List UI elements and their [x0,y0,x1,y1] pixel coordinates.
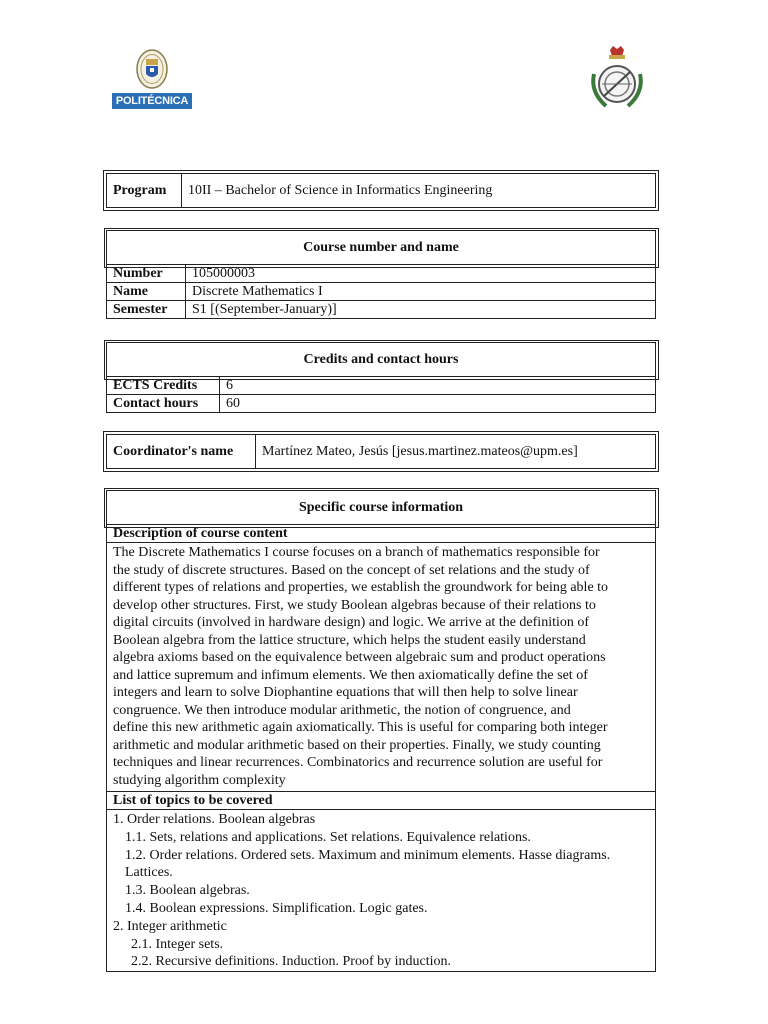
table-row [107,265,656,283]
description-line: define this new arithmetic again axiomatically. This is useful for comparing both integer [113,720,608,735]
coordinator-label: Coordinator's name [107,435,256,469]
description-line: the study of discrete structures. Based on the concept of set relations and the study of [113,562,590,578]
upm-logo [112,47,192,115]
course-number-value: 105000003 [186,265,656,283]
list-item: 1.1. Sets, relations and applications. Set relations. Equivalence relations. [125,829,531,845]
course-header: Course number and name [107,231,656,265]
description-line: congruence. We then introduce modular arithmetic, the notion of congruence, and [113,702,571,718]
description-label: Description of course content [107,525,656,543]
description-line: different types of relations and properties, we establish the groundwork for being able to [113,580,609,595]
program-table [106,173,656,208]
course-name-label: Name [107,283,186,301]
course-table [106,230,656,319]
contact-hours-value: 60 [220,395,656,413]
description-line: and lattice supremum and infimum elements. We then axiomatically define the set of [113,667,588,683]
list-item: 2. Integer arithmetic [113,918,227,934]
contact-hours-label: Contact hours [107,395,220,413]
list-item: Lattices. [125,865,173,881]
ects-label: ECTS Credits [107,377,220,395]
description-line: arithmetic and modular arithmetic based on their properties. Finally, we study counting [113,737,601,753]
list-item: 2.1. Integer sets. [131,936,224,952]
description-text [107,543,656,792]
semester-label: Semester [107,301,186,319]
coordinator-value: Martínez Mateo, Jesús [jesus.martinez.mateos@upm.es] [256,435,656,469]
list-item: 1. Order relations. Boolean algebras [113,812,316,827]
specific-header: Specific course information [107,491,656,525]
program-value: 10II – Bachelor of Science in Informatics Engineering [182,174,656,208]
description-line: The Discrete Mathematics I course focuses on a branch of mathematics responsible for [113,545,600,560]
faculty-seal [584,44,650,118]
upm-brand-plate: POLITÉCNICA [112,93,192,109]
coordinator-table [106,434,656,469]
upm-crest-icon [130,47,174,91]
semester-value: S1 [(September-January)] [186,301,656,319]
list-item: 1.3. Boolean algebras. [125,883,250,899]
description-line: develop other structures. First, we study Boolean algebras because of their relations to [113,597,596,613]
table-row [107,301,656,319]
topics-list [107,810,656,972]
program-label: Program [107,174,182,208]
description-line: techniques and linear recurrences. Combinatorics and recurrence solution are useful for [113,755,603,770]
description-line: digital circuits (involved in hardware design) and logic. We arrive at the definition of [113,615,590,630]
table-row [107,395,656,413]
table-row [107,283,656,301]
specific-info-table [106,490,656,972]
description-line: algebra axioms based on the equivalence between algebraic sum and product operations [113,650,606,665]
course-name-value: Discrete Mathematics I [186,283,656,301]
topics-label: List of topics to be covered [107,792,656,810]
ects-value: 6 [220,377,656,395]
course-number-label: Number [107,265,186,283]
list-item: 1.2. Order relations. Ordered sets. Maximum and minimum elements. Hasse diagrams. [125,847,611,863]
description-line: studying algorithm complexity [113,772,286,788]
table-row [107,377,656,395]
credits-header: Credits and contact hours [107,343,656,377]
list-item: 2.2. Recursive definitions. Induction. Proof by induction. [131,954,452,970]
credits-table [106,342,656,413]
list-item: 1.4. Boolean expressions. Simplification. Logic gates. [125,900,428,916]
description-line: integers and learn to solve Diophantine equations that will then help to solve linear [113,685,578,700]
faculty-seal-icon [584,44,650,118]
description-line: Boolean algebra from the lattice structure, which helps the student easily understand [113,632,586,648]
